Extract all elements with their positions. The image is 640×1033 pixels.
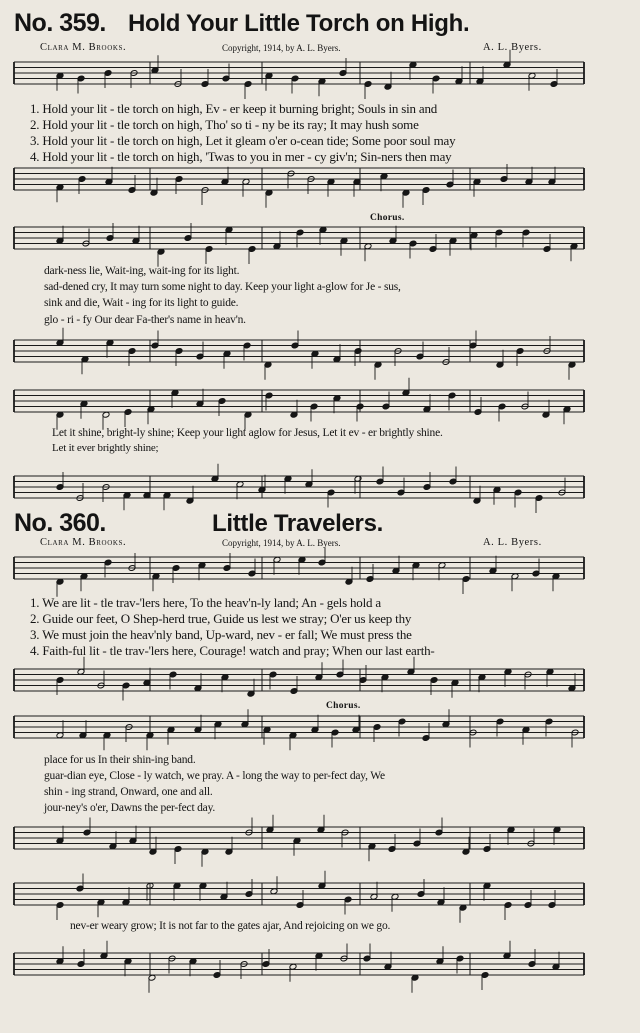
hymn-359-title: Hold Your Little Torch on High. <box>128 10 470 37</box>
staff <box>14 50 584 99</box>
staff <box>14 657 584 701</box>
hymn-360-verse-1-cont: place for us In their shin-ing band. <box>44 754 196 766</box>
hymn-360-refrain: nev-er weary grow; It is not far to the gates ajar, And rejoicing on we go. <box>70 920 391 932</box>
hymn-359-number: No. 359. <box>14 9 106 37</box>
hymn-359-composer: A. L. Byers. <box>483 42 542 53</box>
staff <box>14 223 584 267</box>
hymn-359-copyright: Copyright, 1914, by A. L. Byers. <box>222 43 341 53</box>
hymn-360-composer: A. L. Byers. <box>483 537 542 548</box>
staff <box>14 464 584 513</box>
hymn-360-verse-2-cont: guar-dian eye, Close - ly watch, we pray. A - long the way to per-fect day, We <box>44 770 385 782</box>
hymn-359-refrain-alt: Let it ever brightly shine; <box>52 442 159 454</box>
hymn-359-verse-4: 4. Hold your lit - tle torch on high, 'Twas to you in mer - cy giv'n; Sin-ners then may <box>30 149 452 164</box>
hymn-360-verse-2: 2. Guide our feet, O Shep-herd true, Guide us lest we stray; O'er us keep thy <box>30 611 412 626</box>
hymn-359-verse-3: 3. Hold your lit - tle torch on high, Let it gleam o'er o-cean tide; Some poor soul may <box>30 133 456 148</box>
hymn-360-title: Little Travelers. <box>212 510 383 537</box>
hymn-359-verse-4-cont: glo - ri - fy Our dear Fa-ther's name in heav'n. <box>44 314 246 326</box>
hymn-359-verse-1-cont: dark-ness lie, Wait-ing, wait-ing for its light. <box>44 265 240 277</box>
staff <box>14 164 584 208</box>
hymn-360-verse-3: 3. We must join the heav'nly band, Up-ward, nev - er fall; We must press the <box>30 627 412 642</box>
hymn-360-author: Clara M. Brooks. <box>40 537 127 548</box>
staff <box>14 871 584 923</box>
hymn-359-chorus-label: Chorus. <box>370 213 405 223</box>
hymn-359-verse-2: 2. Hold your lit - tle torch on high, Tho' so ti - ny be its ray; It may hush some <box>30 117 419 132</box>
hymn-360-verse-1: 1. We are lit - tle trav-'lers here, To the heav'n-ly land; An - gels hold a <box>30 595 381 610</box>
hymn-360-verse-3-cont: shin - ing strand, Onward, one and all. <box>44 786 213 798</box>
hymn-360-number: No. 360. <box>14 509 106 537</box>
hymn-359-author: Clara M. Brooks. <box>40 42 127 53</box>
hymn-359-verse-2-cont: sad-dened cry, It may turn some night to day. Keep your light a-glow for Je - sus, <box>44 281 401 293</box>
hymn-360-verse-4-cont: jour-ney's o'er, Dawns the per-fect day. <box>44 802 216 814</box>
hymn-360-verse-4: 4. Faith-ful lit - tle trav-'lers here, Courage! watch and pray; When our last earth- <box>30 643 435 658</box>
staff <box>14 941 584 993</box>
hymn-359-refrain: Let it shine, bright-ly shine; Keep your light aglow for Jesus, Let it ev - er brightly shine. <box>52 427 443 439</box>
staff <box>14 815 584 867</box>
hymn-360-copyright: Copyright, 1914, by A. L. Byers. <box>222 538 341 548</box>
hymn-360-chorus-label: Chorus. <box>326 701 361 711</box>
staff <box>14 709 584 750</box>
staff <box>14 328 584 380</box>
staff <box>14 378 584 430</box>
staff <box>14 548 584 597</box>
hymn-359-verse-1: 1. Hold your lit - tle torch on high, Ev - er keep it burning bright; Souls in sin and <box>30 101 438 116</box>
hymn-359-verse-3-cont: sink and die, Wait - ing for its light to guide. <box>44 297 239 309</box>
